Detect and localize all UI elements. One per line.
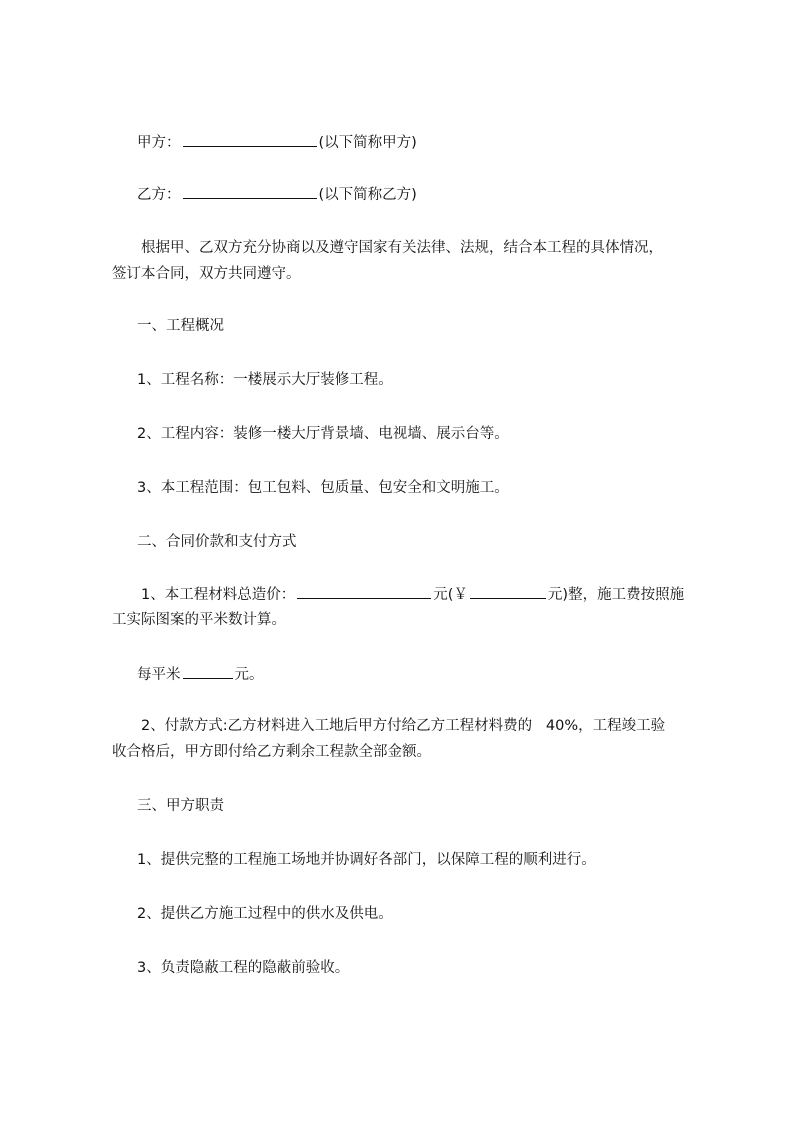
section-1-heading: 一、工程概况 (137, 318, 224, 334)
party-a-blank (183, 132, 317, 147)
party-b-blank (183, 184, 317, 199)
total-cost-figure-blank (470, 584, 546, 599)
per-sqm-line (137, 664, 264, 685)
party-b-label: 乙方： (137, 187, 181, 203)
section-3-item-2: 2、提供乙方施工过程中的供水及供电。 (137, 906, 393, 922)
party-a-suffix: (以下简称甲方) (318, 135, 417, 151)
section-3-item-1: 1、提供完整的工程施工场地并协调好各部门，以保障工程的顺利进行。 (137, 852, 596, 868)
total-cost-suffix: 元)整，施工费按照施 (547, 587, 685, 603)
total-cost-blank (297, 584, 431, 599)
section-2-item-1-line-1 (141, 584, 684, 605)
per-sqm-suffix: 元。 (234, 667, 264, 683)
party-b-suffix: (以下简称乙方) (318, 187, 417, 203)
section-1-item-3: 3、本工程范围：包工包料、包质量、包安全和文明施工。 (137, 480, 509, 496)
section-2-heading: 二、合同价款和支付方式 (137, 534, 297, 550)
section-2-item-2-line-1: 2、付款方式:乙方材料进入工地后甲方付给乙方工程材料费的 40%，工程竣工验 (141, 718, 666, 734)
section-1-item-1: 1、工程名称：一楼展示大厅装修工程。 (137, 372, 393, 388)
preamble-line-1: 根据甲、乙双方充分协商以及遵守国家有关法律、法规，结合本工程的具体情况， (141, 240, 663, 256)
section-2-item-1-line-2: 工实际图案的平米数计算。 (112, 612, 286, 628)
section-1-item-2: 2、工程内容：装修一楼大厅背景墙、电视墙、展示台等。 (137, 426, 509, 442)
total-cost-label: 1、本工程材料总造价： (141, 587, 296, 603)
party-a-label: 甲方： (137, 135, 181, 151)
per-sqm-label: 每平米 (137, 667, 181, 683)
party-b-line (137, 184, 417, 205)
preamble-line-2: 签订本合同，双方共同遵守。 (112, 266, 301, 282)
total-cost-mid: 元(￥ (433, 587, 468, 603)
party-a-line (137, 132, 417, 153)
section-2-item-2-line-2: 收合格后，甲方即付给乙方剩余工程款全部金额。 (112, 744, 431, 760)
section-3-item-3: 3、负责隐蔽工程的隐蔽前验收。 (137, 960, 350, 976)
section-3-heading: 三、甲方职责 (137, 798, 224, 814)
per-sqm-blank (183, 664, 233, 679)
